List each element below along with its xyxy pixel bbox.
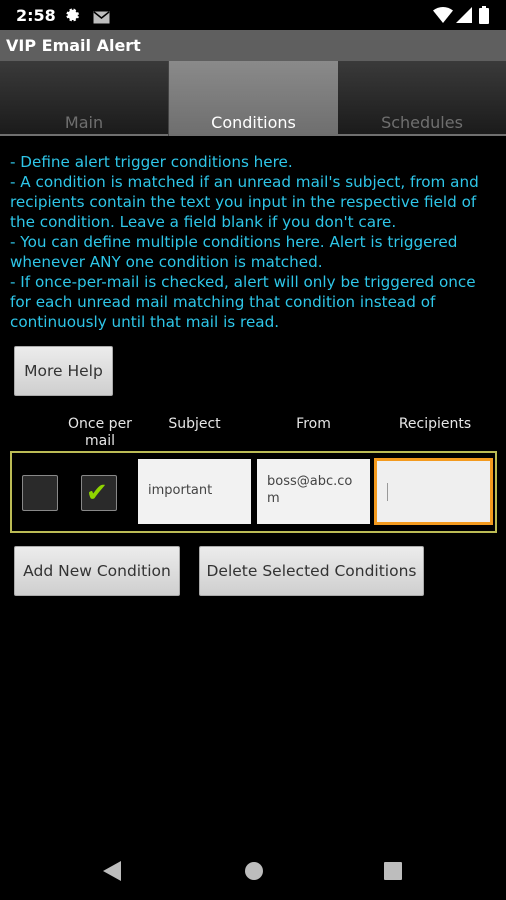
tab-bar xyxy=(0,61,506,136)
add-new-condition-button[interactable]: Add New Condition xyxy=(14,546,180,596)
cellular-signal-icon xyxy=(456,7,472,27)
column-header-once-per-mail: Once per mail xyxy=(68,416,132,449)
column-header-from: From xyxy=(296,416,331,432)
home-icon[interactable] xyxy=(244,861,264,885)
help-text xyxy=(10,152,500,332)
battery-icon xyxy=(479,6,489,28)
delete-selected-conditions-button[interactable]: Delete Selected Conditions xyxy=(199,546,424,596)
tab-schedules-label: Schedules xyxy=(381,113,463,132)
help-line-4: - If once-per-mail is checked, alert will only be triggered once for each unread mail matching that condition instead of continuously until that mail is read. xyxy=(10,273,476,331)
recents-icon[interactable] xyxy=(384,862,402,884)
status-bar xyxy=(0,0,506,30)
text-cursor xyxy=(387,483,388,501)
help-line-3: - You can define multiple conditions here. Alert is triggered whenever ANY one condition is matched. xyxy=(10,233,458,271)
from-field[interactable]: boss@abc.com xyxy=(257,459,370,524)
condition-row xyxy=(10,451,497,533)
back-icon[interactable] xyxy=(102,860,122,886)
checkmark-icon: ✔ xyxy=(86,478,108,508)
column-header-subject: Subject xyxy=(168,416,221,432)
recipients-field[interactable] xyxy=(374,458,493,525)
once-per-mail-checkbox[interactable] xyxy=(81,475,117,511)
tab-main[interactable] xyxy=(0,61,169,136)
tab-main-label: Main xyxy=(64,113,104,132)
tab-conditions-label: Conditions xyxy=(211,113,296,132)
app-title: VIP Email Alert xyxy=(6,36,141,55)
help-line-1: - Define alert trigger conditions here. xyxy=(10,153,293,171)
email-icon xyxy=(93,9,110,28)
settings-gear-icon xyxy=(64,7,81,28)
system-navigation-bar xyxy=(0,842,506,900)
column-header-recipients: Recipients xyxy=(398,416,472,432)
app-title-bar xyxy=(0,30,506,61)
condition-select-checkbox[interactable] xyxy=(22,475,58,511)
status-time: 2:58 xyxy=(16,6,56,25)
help-line-2: - A condition is matched if an unread mail's subject, from and recipients contain the text you input in the respective field of the condition. Leave a field blank if you don't care. xyxy=(10,173,479,231)
more-help-button[interactable]: More Help xyxy=(14,346,113,396)
tab-conditions[interactable] xyxy=(169,61,338,136)
subject-field[interactable]: important xyxy=(138,459,251,524)
wifi-icon xyxy=(433,7,453,27)
tab-schedules[interactable] xyxy=(338,61,506,136)
